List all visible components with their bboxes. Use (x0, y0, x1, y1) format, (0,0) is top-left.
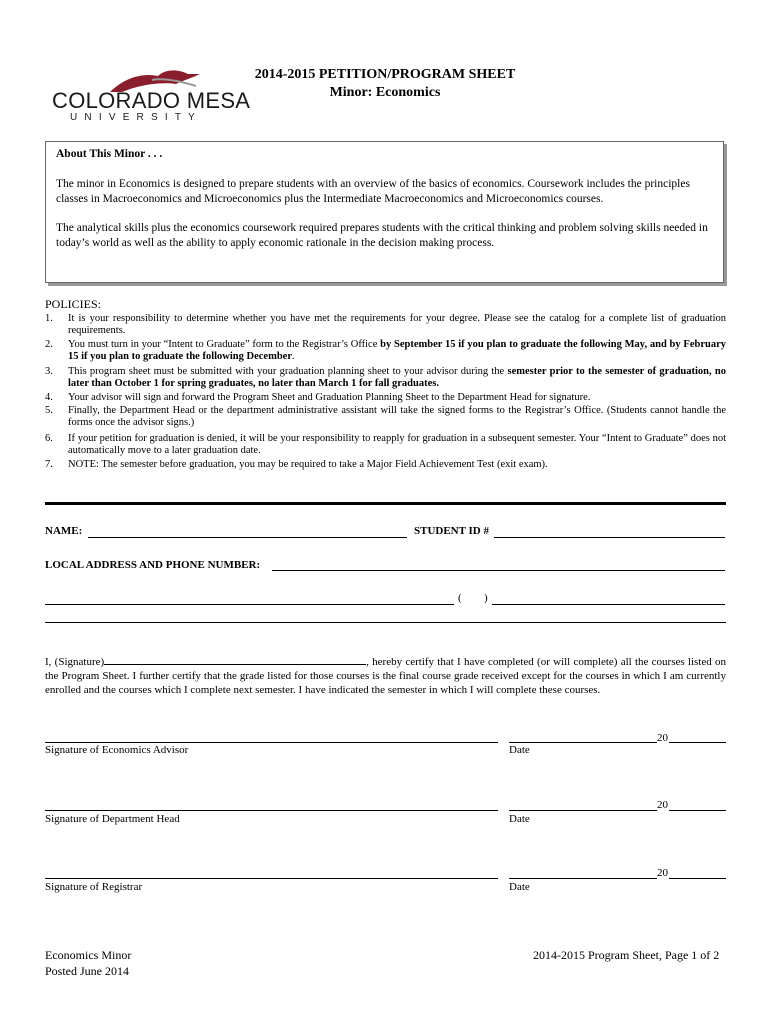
phone-open-paren: ( (458, 592, 462, 604)
address-field-line-1[interactable] (272, 559, 725, 571)
dept-head-signature-field[interactable] (45, 810, 498, 811)
policy-text (68, 339, 726, 364)
footer-posted-date: Posted June 2014 (45, 964, 129, 978)
registrar-date-label: Date (509, 881, 530, 893)
registrar-date-field[interactable] (509, 878, 657, 879)
advisor-signature-field[interactable] (45, 742, 498, 743)
policy-text-plain: It is your responsibility to determine whether you have met the requirements for your degree. Please see the catalog for a complete list of graduation requirements. (68, 313, 726, 337)
page-subtitle: Minor: Economics (329, 85, 441, 100)
logo-wordmark: COLORADO MESA (52, 88, 251, 113)
advisor-year-field[interactable] (669, 742, 726, 743)
policy-text-end: . (291, 351, 295, 363)
dept-head-year-prefix: 20 (657, 799, 668, 811)
policy-text (68, 433, 726, 458)
advisor-signature-label: Signature of Economics Advisor (45, 744, 189, 756)
about-minor-box (45, 141, 724, 283)
policy-item (45, 433, 726, 458)
policy-text-plain: Finally, the Department Head or the department administrative assistant will take the signed forms to the Registrar’s Office. (Students cannot handle the forms once the advisor signs.) (68, 405, 726, 429)
policy-text-plain: This program sheet must be submitted with your graduation planning sheet to your advisor during the (68, 366, 508, 377)
policy-text (68, 392, 726, 404)
address-field-line-2[interactable] (45, 592, 454, 605)
logo-university-text: UNIVERSITY (70, 112, 203, 123)
policy-text (68, 313, 726, 338)
footer-page-number: 2014-2015 Program Sheet, Page 1 of 2 (533, 948, 720, 962)
dept-head-date-field[interactable] (509, 810, 657, 811)
policy-number: 2. (45, 339, 53, 350)
name-label: NAME: (45, 525, 83, 537)
policy-item (45, 313, 726, 338)
policy-item (45, 392, 726, 404)
policy-item (45, 459, 726, 471)
policy-text-plain: If your petition for graduation is denied, it will be your responsibility to reapply for graduation in a subsequent semester. Your “Intent to Graduate” does not automatically move to a later graduation date. (68, 433, 726, 457)
policy-text-plain: NOTE: The semester before graduation, you may be required to take a Major Field Achievement Test (exit exam). (68, 459, 548, 470)
registrar-year-field[interactable] (669, 878, 726, 879)
about-paragraph-1: The minor in Economics is designed to prepare students with an overview of the basics of economics. Coursework includes the principles classes in Macroeconomics and Microeconomics plus the Intermediate Macroeconomics and Microeconomics courses. (56, 178, 690, 205)
policy-text (68, 459, 726, 471)
section-divider (45, 502, 726, 505)
phone-close-paren: ) (484, 592, 488, 604)
registrar-year-prefix: 20 (657, 867, 668, 879)
name-field[interactable] (88, 525, 407, 538)
university-logo (52, 66, 251, 123)
advisor-date-field[interactable] (509, 742, 657, 743)
address-label: LOCAL ADDRESS AND PHONE NUMBER: (45, 559, 261, 571)
policy-text-bold: by September 15 if you plan to graduate the following May, and by February 15 if you plan to graduate the following December (68, 339, 726, 363)
policy-text-plain: You must turn in your “Intent to Graduate” form to the Registrar’s Office (68, 339, 381, 350)
policy-number: 6. (45, 433, 53, 444)
policy-number: 7. (45, 459, 53, 470)
advisor-year-prefix: 20 (657, 732, 668, 744)
policies-heading: POLICIES: (45, 297, 102, 311)
registrar-signature-label: Signature of Registrar (45, 881, 143, 893)
footer-program-name: Economics Minor (45, 948, 132, 962)
policy-item (45, 366, 726, 391)
certify-signature-field[interactable] (104, 654, 366, 665)
form-divider (45, 622, 726, 623)
certify-text: , hereby certify that I have completed (or will complete) all the courses listed on the Program Sheet. I further certify that the grade listed for those courses is the final course grade received except for the courses in which I am currently enrolled and the courses which I complete next semester. I have indicated the semester in which I will complete these courses. (45, 656, 726, 696)
policy-number: 5. (45, 405, 53, 416)
registrar-signature-field[interactable] (45, 878, 498, 879)
policy-item (45, 405, 726, 430)
policy-number: 3. (45, 366, 53, 377)
certify-prefix: I, (Signature) (45, 656, 105, 668)
policy-text-bold: semester prior to the semester of graduation, no later than October 1 for spring graduates, no later than March 1 for fall graduates. (68, 366, 726, 390)
dept-head-year-field[interactable] (669, 810, 726, 811)
about-paragraph-2: The analytical skills plus the economics coursework required prepares students with the critical thinking and problem solving skills needed in today’s world as well as the ability to apply economic rationale in the decision making process. (56, 222, 708, 249)
advisor-date-label: Date (509, 744, 530, 756)
policy-text (68, 366, 726, 391)
policy-text-plain: Your advisor will sign and forward the Program Sheet and Graduation Planning Sheet to the Department Head for signature. (68, 392, 591, 403)
certification-statement (45, 654, 726, 697)
policy-item (45, 339, 726, 364)
policy-text (68, 405, 726, 430)
page-title: 2014-2015 PETITION/PROGRAM SHEET (254, 67, 516, 82)
dept-head-signature-label: Signature of Department Head (45, 813, 180, 825)
phone-number-field[interactable] (492, 592, 725, 605)
about-heading: About This Minor . . . (56, 148, 163, 160)
student-id-field[interactable] (494, 525, 725, 538)
dept-head-date-label: Date (509, 813, 530, 825)
student-id-label: STUDENT ID # (414, 525, 489, 537)
policy-number: 4. (45, 392, 53, 403)
policy-number: 1. (45, 313, 53, 324)
